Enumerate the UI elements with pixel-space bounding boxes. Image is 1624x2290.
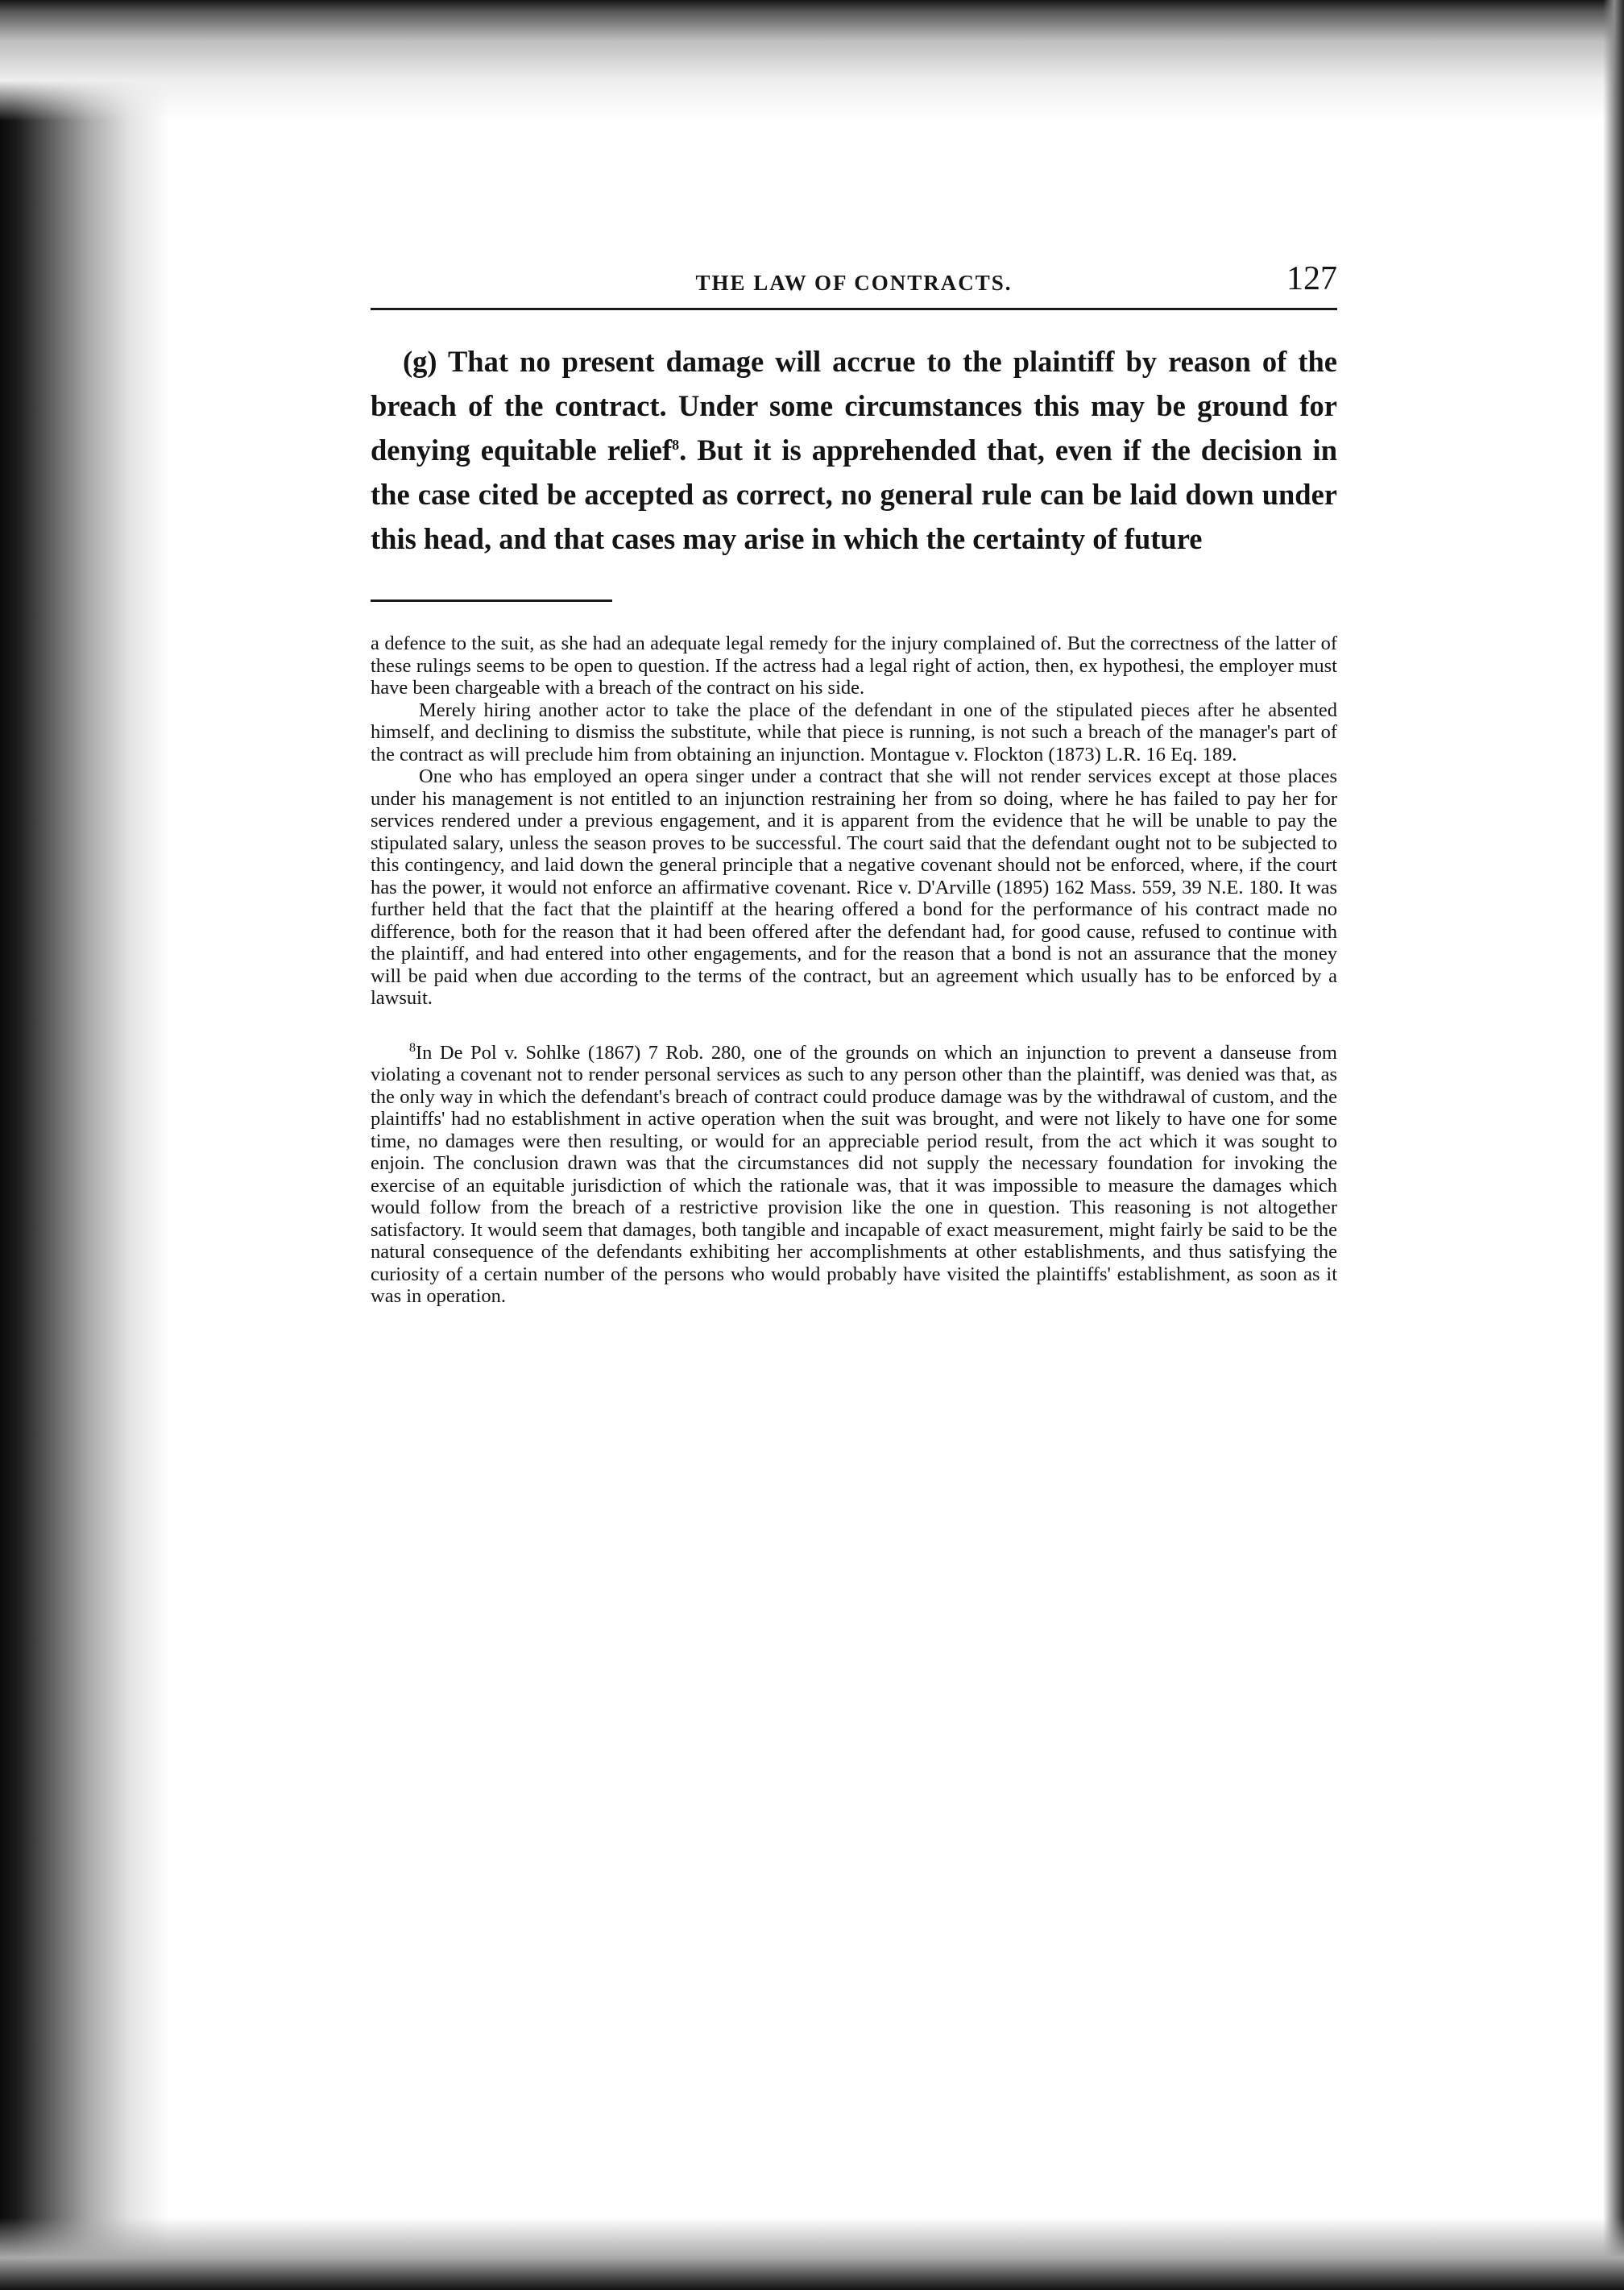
footnote-marker: 8 — [409, 1040, 416, 1055]
footnote-paragraph: One who has employed an opera singer under a contract that she will not render services except at those places under his management is not entitled to an injunction restraining her from so doing, where he has failed to pay her for services rendered under a previous engagement, and it is apparent from the evidence that he will be unable to pay the stipulated salary, unless the season proves to be successful. The court said that the defendant ought not to be subjected to this contingency, and laid down the general principle that a negative covenant should not be enforced, where, if the court has the power, it would not enforce an affirmative covenant. Rice v. D'Arville (1895) 162 Mass. 559, 39 N.E. 180. It was further held that the fact that the plaintiff at the hearing offered a bond for the performance of his contract made no difference, both for the reason that it had been offered after the defendant had, for good cause, refused to continue with the plaintiff, and had entered into other engagements, and for the reason that a bond is not an assurance that the money will be paid when due according to the terms of the contract, but an agreement which usually has to be enforced by a lawsuit. — [371, 765, 1337, 1009]
footnote-continuation: a defence to the suit, as she had an adequate legal remedy for the injury complained of. But the correctness of the latter of these rulings seems to be open to question. If the actress had a legal right of action, then, ex hypothesi, the employer must have been chargeable with a breach of the contract on his side. — [371, 633, 1337, 699]
footnote-8-text: In De Pol v. Sohlke (1867) 7 Rob. 280, one of the grounds on which an injunction to prevent a danseuse from violating a covenant not to render personal services as such to any person other than the plaintiff, was denied was that, as the only way in which the defendant's breach of contract could produce damage was by the withdrawal of custom, and the plaintiffs' had no establishment in active operation when the suit was brought, and were not likely to have one for some time, no damages were then resulting, or would for an appreciable period result, from the act which it was sought to enjoin. The conclusion drawn was that the circumstances did not supply the necessary foundation for invoking the exercise of an equitable jurisdiction of which the rationale was, that it was impossible to measure the damages which would follow from the breach of a restrictive provision like the one in question. This reasoning is not altogether satisfactory. It would seem that damages, both tangible and incapable of exact measurement, might fairly be said to be the natural consequence of the defendants exhibiting her accomplishments at other establishments, and thus satisfying the curiosity of a certain number of the persons who would probably have visited the plaintiffs' establishment, as soon as it was in operation. — [371, 1041, 1337, 1307]
running-title: THE LAW OF CONTRACTS. — [695, 271, 1013, 295]
main-paragraph-continuation: . But it is apprehended that, even if the decision in the case cited be accepted as correct, no general rule can be laid down under this head, and that cases may arise in which the certainty of future — [371, 434, 1337, 555]
page-number: 127 — [1286, 260, 1337, 297]
scan-bottom-shadow — [0, 2217, 1624, 2290]
footnote-paragraph: Merely hiring another actor to take the place of the defendant in one of the stipulated pieces after he absented himself, and declining to dismiss the substitute, while that piece is running, is not such a breach of the manager's part of the contract as will preclude him from obtaining an injunction. Montague v. Flockton (1873) L.R. 16 Eq. 189. — [371, 699, 1337, 765]
main-paragraph-text: (g) That no present damage will accrue to the plaintiff by reason of the breach of the contract. Under some circumstances this may be ground for denying equitable relief — [371, 345, 1337, 467]
footnote-rule — [371, 599, 612, 602]
header-rule — [371, 308, 1337, 310]
footnote-reference: 8 — [672, 436, 680, 453]
book-page — [371, 256, 1337, 1308]
footnote-8 — [371, 1042, 1337, 1308]
main-paragraph — [371, 339, 1337, 561]
scan-top-shadow — [0, 0, 1624, 121]
running-header — [371, 256, 1337, 305]
scan-right-edge — [1603, 0, 1624, 2290]
scan-binding-shadow — [0, 0, 169, 2290]
